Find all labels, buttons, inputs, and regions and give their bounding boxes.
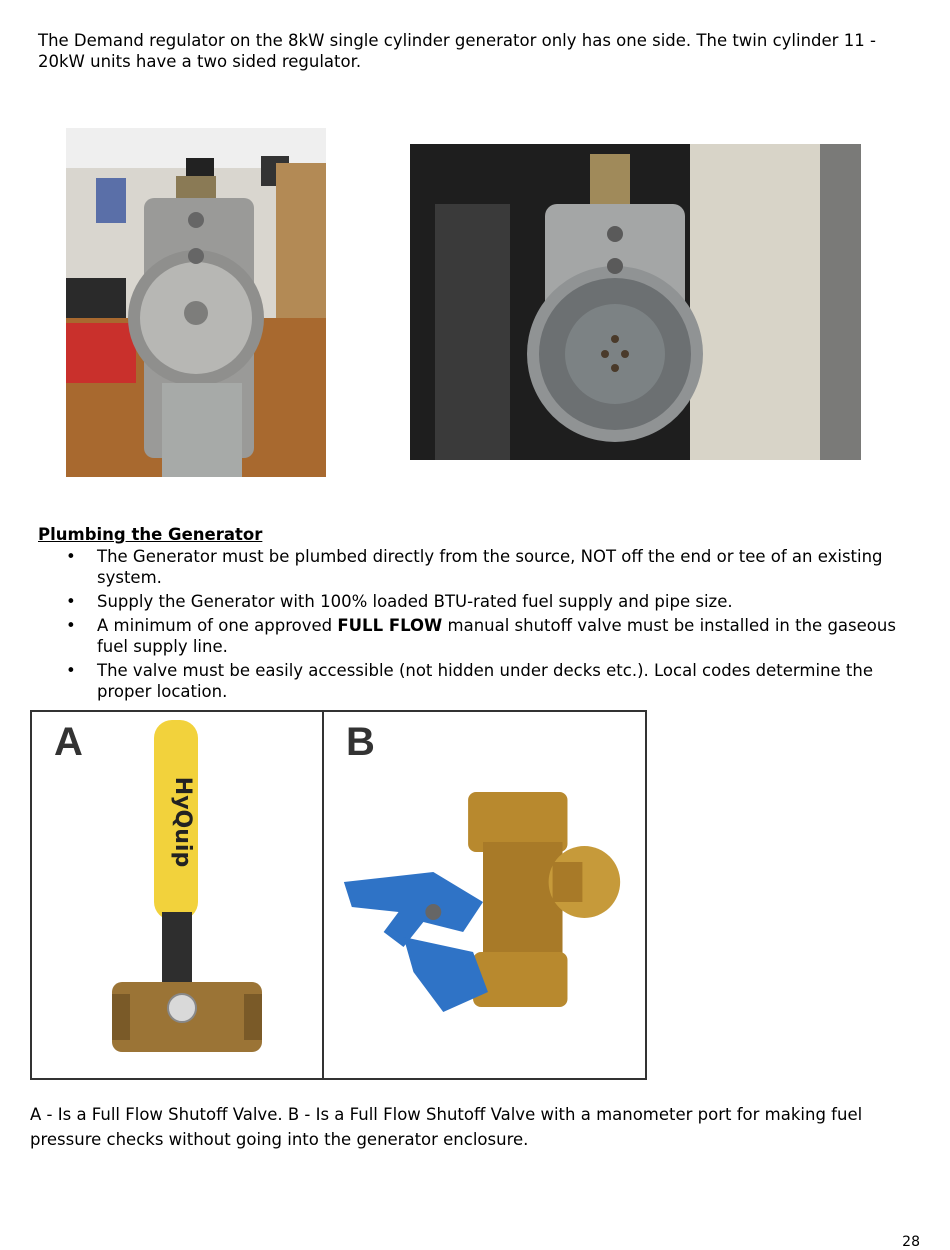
two-sided-regulator-photo bbox=[410, 144, 861, 460]
manometer-port-valve-illustration bbox=[324, 712, 645, 1078]
shutoff-valve-figure bbox=[30, 710, 647, 1080]
ball-valve-illustration bbox=[32, 712, 322, 1078]
bullet-icon: • bbox=[66, 547, 76, 566]
bullet-icon: • bbox=[66, 592, 76, 611]
handle-brand-text: HyQuip bbox=[170, 776, 195, 868]
list-item: • The Generator must be plumbed directly from the source, NOT off the end or tee of an existing system. bbox=[66, 547, 883, 587]
figure-caption: A - Is a Full Flow Shutoff Valve. B - Is a Full Flow Shutoff Valve with a manometer port for making fuel pressure checks without going into the generator enclosure. bbox=[30, 1105, 863, 1149]
section-heading: Plumbing the Generator bbox=[38, 525, 263, 544]
page-number: 28 bbox=[902, 1234, 920, 1250]
valve-b-panel bbox=[324, 712, 645, 1078]
bullet-icon: • bbox=[66, 616, 76, 635]
full-flow-emphasis: FULL FLOW bbox=[337, 616, 443, 635]
plumbing-requirements-list bbox=[38, 546, 918, 705]
intro-paragraph: The Demand regulator on the 8kW single cylinder generator only has one side. The twin cylinder 11 - 20kW units have a two sided regulator. bbox=[38, 31, 876, 71]
panel-a-label: A bbox=[54, 720, 83, 764]
panel-b-label: B bbox=[346, 720, 375, 764]
bullet-icon: • bbox=[66, 661, 76, 680]
valve-a-panel bbox=[32, 712, 324, 1078]
list-item: • Supply the Generator with 100% loaded BTU-rated fuel supply and pipe size. bbox=[66, 592, 733, 611]
list-item: • The valve must be easily accessible (not hidden under decks etc.). Local codes determine the proper location. bbox=[66, 661, 873, 701]
list-item: • A minimum of one approved FULL FLOW manual shutoff valve must be installed in the gaseous fuel supply line. bbox=[66, 616, 896, 656]
single-sided-regulator-photo bbox=[66, 128, 326, 477]
